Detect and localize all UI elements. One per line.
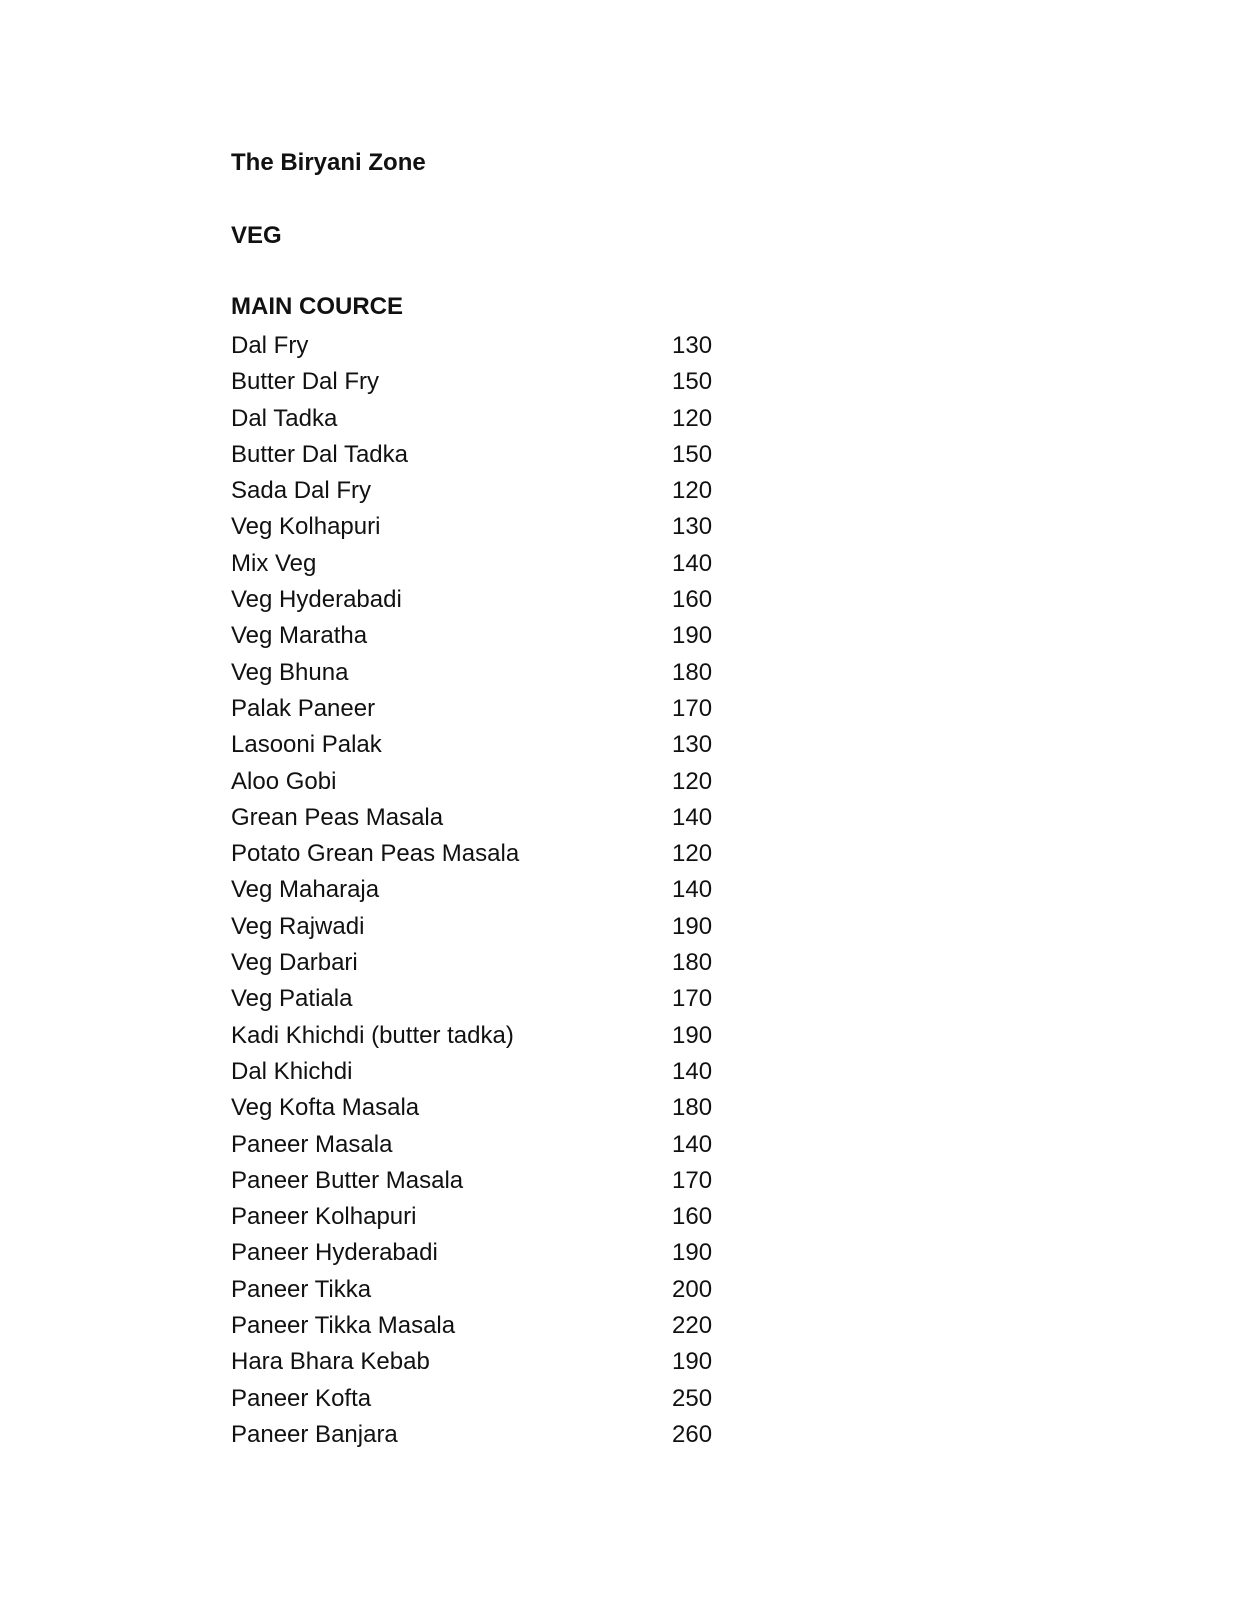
menu-item (231, 437, 751, 473)
item-name: Lasooni Palak (231, 731, 382, 759)
category-heading: VEG (231, 222, 282, 249)
item-price: 190 (672, 1348, 713, 1376)
item-price: 140 (672, 876, 713, 904)
item-name: Kadi Khichdi (butter tadka) (231, 1021, 514, 1049)
item-price: 160 (672, 1203, 713, 1231)
item-name: Paneer Kofta (231, 1384, 372, 1412)
item-name: Grean Peas Masala (231, 803, 444, 831)
item-name: Veg Maratha (231, 622, 368, 650)
menu-item (231, 582, 751, 618)
item-price: 170 (672, 985, 713, 1013)
menu-item (231, 655, 751, 691)
item-price: 180 (672, 949, 713, 977)
item-name: Hara Bhara Kebab (231, 1348, 430, 1376)
item-price: 260 (672, 1420, 713, 1448)
menu-item (231, 800, 751, 836)
item-name: Veg Kolhapuri (231, 513, 381, 541)
item-price: 200 (672, 1275, 713, 1303)
item-price: 190 (672, 622, 713, 650)
menu-item (231, 1054, 751, 1090)
item-name: Paneer Banjara (231, 1420, 398, 1448)
menu-item (231, 618, 751, 654)
item-price: 150 (672, 440, 713, 468)
item-price: 140 (672, 549, 713, 577)
item-price: 120 (672, 840, 713, 868)
item-price: 190 (672, 912, 713, 940)
item-price: 170 (672, 1166, 713, 1194)
item-name: Paneer Hyderabadi (231, 1239, 438, 1267)
item-price: 130 (672, 731, 713, 759)
item-name: Veg Patiala (231, 985, 353, 1013)
item-price: 140 (672, 1130, 713, 1158)
menu-item (231, 364, 751, 400)
item-price: 170 (672, 694, 713, 722)
item-price: 180 (672, 1094, 713, 1122)
item-price: 130 (672, 513, 713, 541)
menu-item (231, 981, 751, 1017)
menu-item (231, 328, 751, 364)
item-name: Paneer Tikka Masala (231, 1312, 456, 1340)
menu-item (231, 1344, 751, 1380)
menu-item (231, 691, 751, 727)
item-price: 120 (672, 404, 713, 432)
menu-item (231, 1127, 751, 1163)
item-name: Veg Maharaja (231, 876, 380, 904)
menu-item (231, 1308, 751, 1344)
menu-item (231, 764, 751, 800)
menu-item (231, 909, 751, 945)
item-name: Paneer Butter Masala (231, 1166, 464, 1194)
menu-item (231, 1090, 751, 1126)
item-name: Butter Dal Fry (231, 368, 380, 396)
item-name: Veg Darbari (231, 949, 358, 977)
item-name: Mix Veg (231, 549, 317, 577)
menu-item (231, 401, 751, 437)
item-name: Palak Paneer (231, 694, 376, 722)
item-name: Paneer Masala (231, 1130, 393, 1158)
item-name: Dal Tadka (231, 404, 338, 432)
menu-item (231, 1163, 751, 1199)
menu-item (231, 836, 751, 872)
item-name: Veg Kofta Masala (231, 1094, 420, 1122)
item-name: Veg Hyderabadi (231, 586, 402, 614)
menu-item (231, 872, 751, 908)
menu-item (231, 1018, 751, 1054)
item-price: 190 (672, 1239, 713, 1267)
menu-item (231, 1272, 751, 1308)
menu-item (231, 546, 751, 582)
item-price: 250 (672, 1384, 713, 1412)
section-title: MAIN COURCE (231, 293, 403, 320)
item-price: 130 (672, 332, 713, 359)
item-name: Sada Dal Fry (231, 477, 372, 505)
item-price: 140 (672, 803, 713, 831)
item-name: Veg Bhuna (231, 658, 349, 686)
item-name: Aloo Gobi (231, 767, 337, 795)
item-name: Potato Grean Peas Masala (231, 840, 520, 868)
item-price: 150 (672, 368, 713, 396)
item-name: Dal Khichdi (231, 1057, 353, 1085)
item-name: Veg Rajwadi (231, 912, 365, 940)
menu-item (231, 1199, 751, 1235)
menu-item (231, 945, 751, 981)
item-price: 180 (672, 658, 713, 686)
item-price: 190 (672, 1021, 713, 1049)
menu-item (231, 1417, 751, 1453)
item-price: 220 (672, 1312, 713, 1340)
item-price: 120 (672, 767, 713, 795)
item-price: 140 (672, 1057, 713, 1085)
item-name: Butter Dal Tadka (231, 440, 408, 468)
menu-item (231, 727, 751, 763)
item-name: Paneer Tikka (231, 1275, 372, 1303)
item-name: Dal Fry (231, 332, 309, 359)
menu-item (231, 1235, 751, 1271)
menu-item (231, 1381, 751, 1417)
menu-item (231, 509, 751, 545)
main-course-section (231, 292, 751, 1453)
item-price: 120 (672, 477, 713, 505)
menu-item (231, 473, 751, 509)
restaurant-name: The Biryani Zone (231, 149, 426, 176)
menu-list (231, 328, 751, 1453)
item-price: 160 (672, 586, 713, 614)
item-name: Paneer Kolhapuri (231, 1203, 417, 1231)
